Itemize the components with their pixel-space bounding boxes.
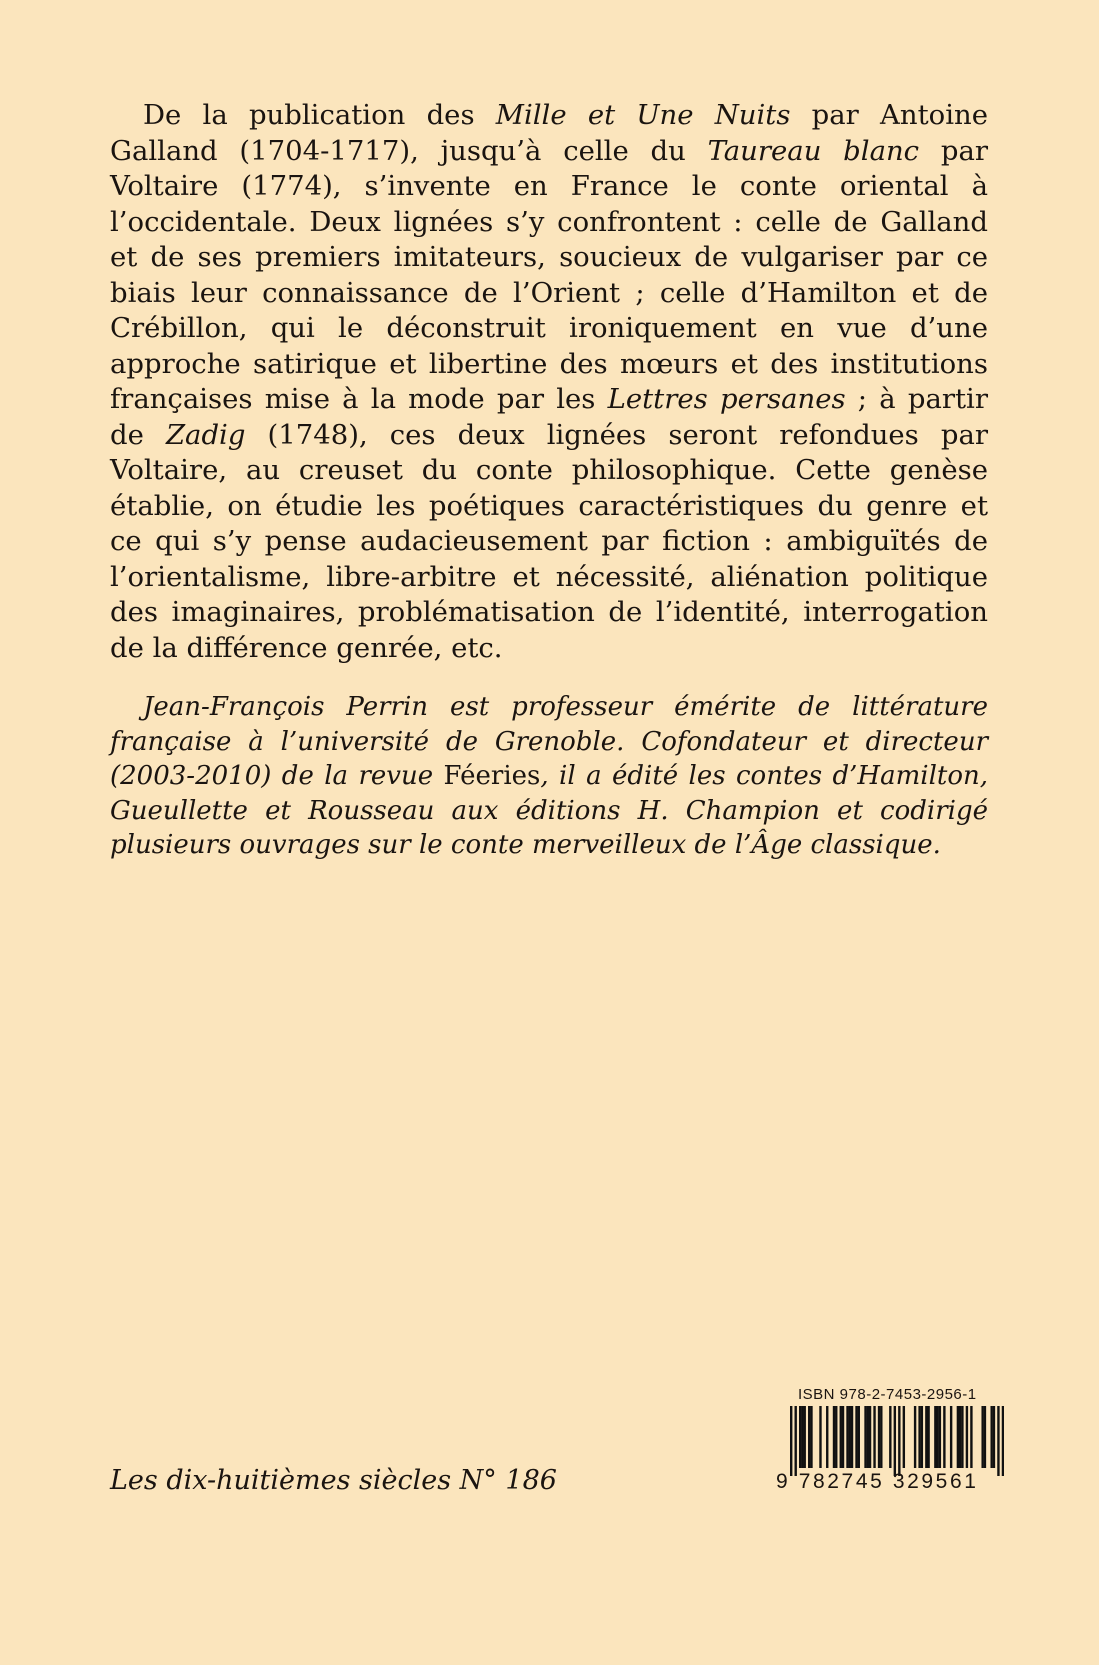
- author-bio: [110, 690, 988, 863]
- blurb-title: Zadig: [165, 418, 246, 451]
- barcode-bar: [903, 1406, 905, 1468]
- barcode-bar: [819, 1406, 821, 1468]
- series-line: Les dix-huitièmes siècles N° 186: [110, 1465, 557, 1496]
- blurb-paragraph: [110, 98, 988, 666]
- barcode-bar: [835, 1406, 837, 1468]
- barcode-bar: [801, 1406, 803, 1468]
- bio-journal-title: Féeries: [443, 761, 541, 791]
- barcode-bar: [914, 1406, 916, 1468]
- isbn-label: ISBN 978-2-7453-2956-1: [798, 1386, 977, 1403]
- barcode-bar: [921, 1406, 923, 1468]
- barcode-bar: [846, 1406, 848, 1468]
- barcode-bar: [1002, 1406, 1004, 1476]
- barcode-bar: [993, 1406, 995, 1468]
- barcode-bar: [873, 1406, 875, 1468]
- barcode-bar: [808, 1406, 810, 1468]
- barcode-bar: [959, 1406, 961, 1468]
- blurb-title: Taureau blanc: [707, 134, 920, 167]
- barcode-bar: [799, 1406, 801, 1468]
- barcode-bar: [997, 1406, 999, 1476]
- ean-digits: 9 782745 329561: [776, 1470, 979, 1493]
- blurb-text: par Antoine Galland (1704-1717), jusqu’à celle du: [110, 99, 988, 167]
- barcode-bar: [981, 1406, 983, 1468]
- barcode-bar: [867, 1406, 869, 1468]
- barcode-bar: [849, 1406, 851, 1468]
- barcode-bar: [858, 1406, 860, 1468]
- barcode-bar: [918, 1406, 920, 1468]
- barcode-bar: [878, 1406, 880, 1468]
- barcode-bar: [934, 1406, 936, 1468]
- barcode-bar: [833, 1406, 835, 1468]
- blurb-title: Mille et Une Nuits: [495, 99, 791, 131]
- barcode-bar: [950, 1406, 952, 1468]
- barcode-bar: [795, 1406, 797, 1476]
- barcode-bar: [869, 1406, 871, 1468]
- barcode-bar: [810, 1406, 812, 1468]
- barcode-bar: [855, 1406, 857, 1468]
- barcode-bar: [889, 1406, 891, 1468]
- barcode-bar: [961, 1406, 963, 1468]
- bio-text: Jean-François Perrin est professeur émérite de littérature française à l’université de Grenoble. Cofondateur et directeur (2003-2010) de la revue: [110, 692, 988, 791]
- barcode-bar: [943, 1406, 945, 1468]
- barcode-bar: [864, 1406, 866, 1468]
- blurb-title: Lettres persanes: [607, 383, 846, 415]
- barcode-bar: [957, 1406, 959, 1468]
- barcode-bar: [970, 1406, 972, 1468]
- barcode-bar: [984, 1406, 986, 1468]
- barcode-bar: [898, 1406, 900, 1476]
- blurb-text: par Voltaire (1774), s’invente en France le conte oriental à l’occidentale. Deux lignées s’y confrontent : celle de Galland et de ses premiers imitateurs, soucieux de vulgariser par ce biais leur connaissance de l’Orient ; celle d’Hamilton et de Crébillon, qui le déconstruit ironiquement en vue d’une approche satirique et libertine des mœurs et des institutions françaises mise à la mode par les: [110, 134, 988, 415]
- isbn-barcode: [776, 1386, 1004, 1496]
- barcode-bar: [966, 1406, 968, 1468]
- barcode-bar: [842, 1406, 844, 1468]
- barcode-bar: [925, 1406, 927, 1468]
- barcode-bar: [790, 1406, 792, 1476]
- barcode-bar: [840, 1406, 842, 1468]
- barcode-bar: [880, 1406, 882, 1468]
- barcode-bar: [939, 1406, 941, 1468]
- blurb-text: De la publication des: [143, 99, 496, 131]
- bio-text: , il a édité les contes d’Hamilton, Gueullette et Rousseau aux éditions H. Champion et codirigé plusieurs ouvrages sur le conte merveilleux de l’Âge classique.: [110, 761, 989, 860]
- barcode-bar: [826, 1406, 828, 1468]
- barcode-bar: [894, 1406, 896, 1476]
- barcode-bar: [927, 1406, 929, 1468]
- barcode-bar: [990, 1406, 992, 1468]
- barcode-bar: [804, 1406, 806, 1468]
- blurb-text: ; à partir de: [110, 383, 988, 451]
- barcode-bar: [936, 1406, 938, 1468]
- barcode-bars: [790, 1406, 1004, 1476]
- barcode-bar: [851, 1406, 853, 1468]
- blurb-text: (1748), ces deux lignées seront refondues par Voltaire, au creuset du conte philosophique. Cette genèse établie, on étudie les poétiques caractéristiques du genre et ce qui s’y pense audacieusement par fiction : ambiguïtés de l’orientalisme, libre-arbitre et nécessité, aliénation politique des imaginaires, problématisation de l’identité, interrogation de la différence genrée, etc.: [110, 418, 988, 664]
